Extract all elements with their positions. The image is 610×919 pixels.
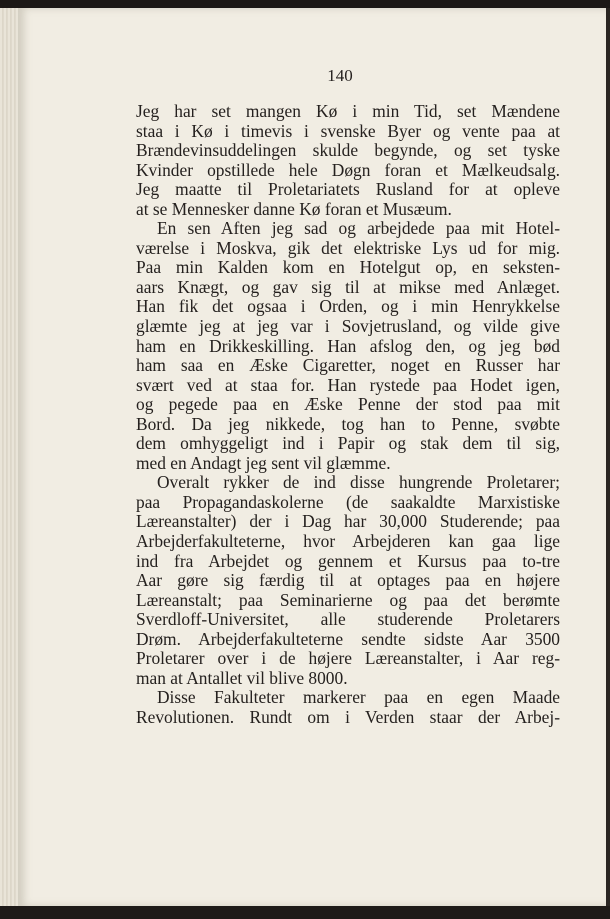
text-line: Arbejderfakulteterne, hvor Arbejderen kan gaa lige [136,531,560,552]
page-number: 140 [327,66,353,85]
text-line: Overalt rykker de ind disse hungrende Proletarer; [157,472,560,493]
text-line: Læreanstalt; paa Seminarierne og paa det berømte [136,589,560,610]
text-line: Brændevinsuddelingen skulde begynde, og set tyske [136,140,560,161]
book-top-edge [0,0,610,8]
body-text [136,102,560,728]
text-line: Jeg maatte til Proletariatets Rusland for at opleve [136,179,560,200]
text-line: Læreanstalter) der i Dag har 30,000 Studerende; paa [136,511,560,532]
text-line: dem omhyggeligt ind i Papir og stak dem til sig, [136,433,560,454]
text-line: glæmte jeg at jeg var i Sovjetrusland, og vilde give [136,316,560,337]
text-line: man at Antallet vil blive 8000. [136,667,348,688]
text-line: ham saa en Æske Cigaretter, noget en Russer har [136,355,560,376]
text-line: Bord. Da jeg nikkede, tog han to Penne, svøbte [136,413,560,434]
text-line: ham en Drikkeskilling. Han afslog den, og jeg bød [136,335,560,356]
text-line: Kvinder opstillede hele Døgn foran et Mælkeudsalg. [136,159,560,180]
text-line: En sen Aften jeg sad og arbejdede paa mit Hotel- [157,218,560,239]
text-line: staa i Kø i timevis i svenske Byer og vente paa at [136,120,560,141]
text-line: Paa min Kalden kom en Hotelgut op, en seksten- [136,257,560,278]
text-line: svært ved at staa for. Han rystede paa Hodet igen, [136,374,560,395]
text-line: aars Knægt, og gav sig til at mikse med Anlæget. [136,276,560,297]
text-line: Revolutionen. Rundt om i Verden staar der Arbej- [136,706,560,727]
book-bottom-edge [0,906,610,919]
text-line: Han fik det ogsaa i Orden, og i min Henrykkelse [136,296,560,317]
text-line: Proletarer over i de højere Læreanstalter, i Aar reg- [136,648,560,669]
text-line: at se Mennesker danne Kø foran et Musæum. [136,198,452,219]
text-line: Sverdloff-Universitet, alle studerende Proletarers [136,609,560,630]
text-line: paa Propagandaskolerne (de saakaldte Marxistiske [136,491,560,512]
text-line: Disse Fakulteter markerer paa en egen Maade [157,687,560,708]
text-line: Aar gøre sig færdig til at optages paa en højere [136,570,560,591]
text-line: værelse i Moskva, gik det elektriske Lys ud for mig. [136,237,560,258]
text-line: Jeg har set mangen Kø i min Tid, set Mændene [136,101,560,121]
text-line: ind fra Arbejdet og gennem et Kursus paa to-tre [136,550,560,571]
text-line: med en Andagt jeg sent vil glæmme. [136,452,391,473]
text-line: Drøm. Arbejderfakulteterne sendte sidste Aar 3500 [136,628,560,649]
text-line: og pegede paa en Æske Penne der stod paa mit [136,394,560,415]
